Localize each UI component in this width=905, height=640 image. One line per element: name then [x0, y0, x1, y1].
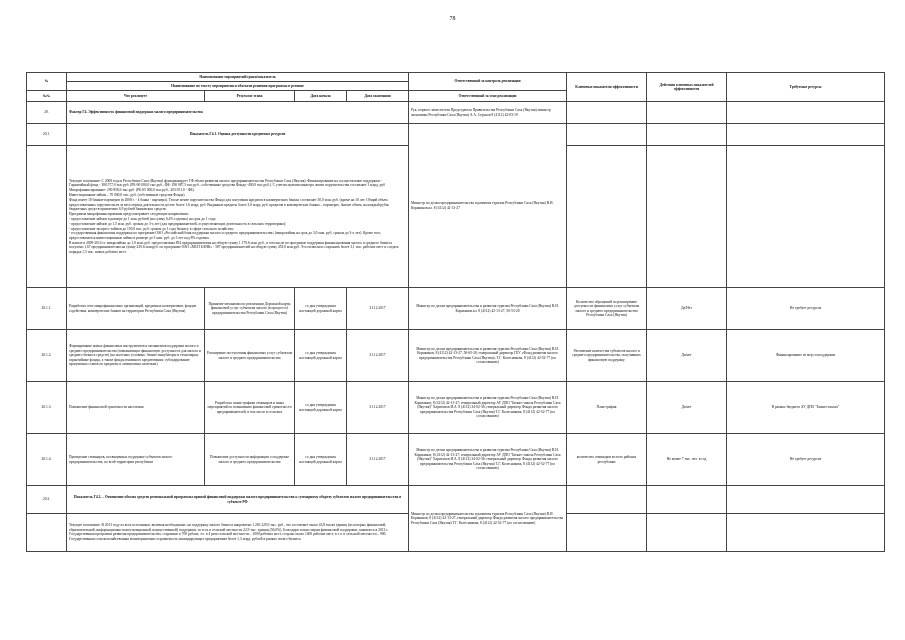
- table-row: [27, 434, 885, 486]
- header-resp: Ответственный за контроль реализации: [409, 73, 567, 91]
- table-row: [27, 382, 885, 434]
- table-row: [27, 124, 885, 146]
- row-result: Повышение доступности информации о поддержке малого и среднего предпринимательства: [205, 434, 295, 486]
- text-line: Инвестиционные займы – 70 000,0 тыс. руб. (собственные средства Фонда).: [69, 193, 186, 198]
- header-group-title-2: Наименование по тексту мероприятия и объектов решения программы в регионе: [67, 82, 409, 91]
- table-row: [27, 486, 885, 514]
- row-kpi2: Не менее 7 тыс. чел. в год: [647, 434, 727, 486]
- text-line: Гарантийный фонд - 380 577,0 тыс.руб. (РБ-90 000,0 тыс.руб., ФБ- 290 087,5 тыс.руб., собственные средства Фонда -490,0 тыс.руб.). С учетом мультипликатора лимит поручительства составляет 3 млрд. руб: [69, 183, 385, 188]
- table-row: [27, 288, 885, 330]
- row-id: 20.2.: [27, 486, 67, 514]
- text-line: - предоставление займов до 1,5 млн. руб. сроком до 3-х лет (для предпринимателей, осуществляющих деятельность в сельских территориях);: [69, 221, 287, 226]
- row-measure: Формирование новых финансовых инструментов и механизмов поддержки малого и среднего предпринимательства (повышающих финансовую доступность для малого и среднего бизнеса средств) (на льготных условиях: бизнес-инкубаторы и технопарки, гарантийные фонды, а также фонды взаимного кредитования; субсидирование процентных ставок по кредитам и лизинговым платежам): [67, 330, 205, 382]
- table-row: [27, 102, 885, 124]
- row-resp: Министр по делам предпринимательства и развития туризма Республики Саха (Якутия) В.И. Корякинов, 8 (4112) 42-13-27, генеральный директор Фонда развития малого предпринимательства Республики Саха (Якутия) Т.Г. Колесникова, 8 (4112) 42-52-77 (по согласованию): [409, 486, 567, 552]
- row-result: Расширение поступления финансовых услуг субъектам малого и среднего предпринимательства: [205, 330, 295, 382]
- text-line: Текущее положение: В 2013 году из всех источников, включая необходимые, на поддержку малого бизнеса направлено 1 263 229,0 тыс. руб., что составляет около 43,8 тысяч единиц (из которых финансовой, образовательной, информационно-консультационной, имущественной) поддержки, то есть в сельской местности 22,9 тыс. единиц (56,0%). Благодаря только мерам финансовой поддержки, появилось в 2013 г. Государственная программа развития предпринимательства, сохранено в 700 рублях, т.е. в 4 раза сельской местности – 1000 рабочих мест, создано около 1400 рабочих мест, в т.ч. в сельской местности – 900. Государственная сельскохозяйственная мониторинговая создаваемость ликвидирующих предприятиям более 1,3 млрд. рублей в рамках своего бизнеса.: [69, 523, 389, 541]
- row-kpi: План-график: [567, 382, 647, 434]
- row-kpi2: Да/Нет: [647, 288, 727, 330]
- row-start: со дня утверждения настоящей дорожной карты: [295, 382, 347, 434]
- header-resp2: Ответственный за этап реализации: [409, 91, 567, 102]
- header-result: Результат этапа: [205, 91, 295, 102]
- row-id: 20.1.3.: [27, 382, 67, 434]
- row-resp: Министр по делам предпринимательства и развития туризма Республики Саха (Якутия) В.И. Корякинов, 8 (4112) 42-13-27; генеральный директор АУ ДПО "Бизнес-школа Республики Саха (Якутия)" Харитонов И.А. 8 (4112) 34-02-36; генеральный директор Фонда развития малого предпринимательства Республики Саха (Якутия) Т.Г. Колесникова, 8 (4112) 42-52-77 (по согласованию): [409, 382, 567, 434]
- row-kpi: Количество обращений по расширению доступности финансовых услуг субъектам малого и среднего предпринимательства Республики Саха (Якутия): [567, 288, 647, 330]
- row-resources: Не требует ресурсов: [727, 434, 885, 486]
- row-title: Показатель Г4.1. Оценка доступности кредитных ресурсов: [67, 124, 409, 146]
- header-num: №: [27, 73, 67, 91]
- row-start: со дня утверждения настоящей дорожной карты: [295, 288, 347, 330]
- header-kpi: Ключевые показатели эффективности: [567, 73, 647, 102]
- row-kpi: Увеличение количества субъектов малого и среднего предпринимательства, получивших финансовую поддержку: [567, 330, 647, 382]
- row-id: 20.1.: [27, 124, 67, 146]
- header-measure: Что реализует: [67, 91, 205, 102]
- row-kpi2: Да/нет: [647, 382, 727, 434]
- row-title: Показатель Г4.2. – Отношение объема средств региональной программы прямой финансовой поддержки малого предпринимательства к суммарному обороту субъектов малого предпринимательства в субъекте РФ: [67, 486, 409, 514]
- row-resources: В рамках бюджета АУ ДПО "Бизнес-школа": [727, 382, 885, 434]
- roadmap-table: [26, 72, 885, 552]
- row-end: 31.12.2017: [347, 288, 409, 330]
- text-line: В начале в 2009-2014 гг. микрозаймы до 1,0 млн. руб. предоставлены 854 предпринимателям на общую сумму 1 179,6 млн. руб., в том числе по программе поддержки финансирования малого и среднего бизнеса получено 1,67 предпринимателям на сумму 229,6 млн.руб. по программе ОАО «МСП БАНК» - 587 предпринимателей на общую сумму 453,0 млн.руб. Это позволило сохранить более 3,1 тыс. рабочих мест и создать порядка 1,5 тыс. новых рабочих мест.: [69, 240, 399, 254]
- current-situation-text: [67, 514, 409, 552]
- row-end: 31.12.2017: [347, 382, 409, 434]
- row-result: Принятие механизма по реализации Дорожной карты финансовой услуг субъектам малого (в прогрессе) предпринимательства Республики Саха (Якутия): [205, 288, 295, 330]
- row-id: 20.: [27, 102, 67, 124]
- row-resources: Финансирование из мер господдержки: [727, 330, 885, 382]
- row-kpi2: Да/нет: [647, 330, 727, 382]
- row-id: 20.1.1.: [27, 288, 67, 330]
- header-start: Дата начала: [295, 91, 347, 102]
- row-resp: Министр по делам предпринимательства и развития туризма Республики Саха (Якутия) В.И. Корякинов, 8 (4112) 42-13-27; генеральный директор АУ ДПО "Бизнес-школа Республики Саха (Якутия)" Харитонов И.А. 8 (4112) 34-02-36; генеральный директор Фонда развития малого предпринимательства Республики Саха (Якутия) Т.Г. Колесникова, 8 (4112) 42-52-77 (по согласованию): [409, 434, 567, 486]
- text-line: - государственная финансовая поддержка по программе ОАО «Российский банк поддержки малого и среднего предпринимательства» (микрозаймы на срок до 3,0 млн. руб. сроком до 3-х лет). Кроме того, предоставляются инвестиционные займы в размере до 3 млн. руб. до 3 лет под 8% годовых.: [69, 231, 382, 240]
- row-resp: Министр по делам предпринимательства и развития туризма Республики Саха (Якутия) В.И. Корякинов, 8 (4112) 42-13-27, 50-65-20; генеральный директор ГБУ «Фонд развития малого предпринимательства Республики Саха (Якутия)» Т.Г. Колесникова, 8 (4112) 42-52-77 (по согласованию): [409, 330, 567, 382]
- text-line: Фонд имеет 10 банков-партнеров (в 2008 г. - 4 банка - партнера). Тем не менее поручительства Фонда для получения кредитов в коммерческих банках составляет 30,0 млн. руб. (кроме на 10 лет. Общий объем предоставленных поручительств за весь период деятельности достиг более 1,6 млрд. руб. Выданные кредиты более 3,0 млрд. руб. кредитов в коммерческих банках – партнерах. Значит объем, на каждый рубль бюджетных средств привлечено 6,9 рублей банковских средств.: [69, 198, 390, 211]
- row-end: 31.12.2017: [347, 434, 409, 486]
- table-row: [27, 330, 885, 382]
- header-end: Дата окончания: [347, 91, 409, 102]
- row-title: Фактор Г4. Эффективность финансовой поддержки малого предпринимательства: [67, 102, 409, 124]
- text-line: - предоставление займов в размере до 1 млн. рублей (на сумму 6,4% годовых) на срок до 1 года;: [69, 216, 217, 221]
- header-num2: №№: [27, 91, 67, 102]
- row-id: 20.1.4.: [27, 434, 67, 486]
- row-start: со дня утверждения настоящей дорожной карты: [295, 330, 347, 382]
- row-resp: Рук. первого заместителя Председателя Правительства Республики Саха (Якутия) министр экономики Республики Саха (Якутия) А.А. Струнов 8 (4112) 42-03-19: [409, 102, 567, 124]
- text-line: - предоставление экспресс-займов до 150,0 тыс. руб. сроком до 1 года бизнесу в сфере сельского хозяйства;: [69, 226, 234, 231]
- row-resp: Министр по делам предпринимательства и развития туризма Республики Саха (Якутия) В.И. Корякинов.кл. 8 (4112) 42-13-27: [409, 124, 567, 288]
- page-number: 78: [449, 16, 456, 22]
- row-end: 31.12.2017: [347, 330, 409, 382]
- text-line: Текущее положение: С 2008 года в Республике Саха (Якутия) функционирует ГФ объем развития малого предпринимательства Республики Саха (Якутия). Финансирование на осуществление поддержки -: [69, 178, 382, 183]
- row-id: 20.1.2.: [27, 330, 67, 382]
- header-group-title-1: Наименование мероприятий/сроки/показатель: [67, 73, 409, 82]
- text-line: Микрофинансирование- 290 858,6 тыс.руб. (РБ-65 000,0 тыс.руб., 203 051,0 - ФБ).: [69, 188, 195, 193]
- row-measure: Повышение финансовой грамотности населения: [67, 382, 205, 434]
- row-measure: Разработка сети микрофинансовых организаций, кредитных кооперативов, фондов содействия, коммерческих банков на территории Республики Саха (Якутия): [67, 288, 205, 330]
- row-measure: Проведение семинаров, посвященных поддержке субъектов малого предпринимательства, по всей территории республики: [67, 434, 205, 486]
- row-start: со дня утверждения настоящей дорожной карты: [295, 434, 347, 486]
- header-kpi2: Действия ключевых показателей эффективности: [647, 73, 727, 102]
- text-line: Программа микрофинансирования предусматривает следующие направления:: [69, 211, 189, 216]
- current-situation-text: [67, 146, 409, 288]
- row-resp: Министр по делам предпринимательства и развития туризма Республики Саха (Якутия) В.И. Корякинов.кл. 8 (4112) 42-13-27, 50-53-20: [409, 288, 567, 330]
- row-result: Разработка плана-графика семинаров и иных мероприятий по повышению финансовой грамотности предпринимателей, в том числе в сельских: [205, 382, 295, 434]
- row-kpi: количество семинаров во всех районах республики: [567, 434, 647, 486]
- header-resources: Требуемые ресурсы: [727, 73, 885, 102]
- row-resources: Не требует ресурсов: [727, 288, 885, 330]
